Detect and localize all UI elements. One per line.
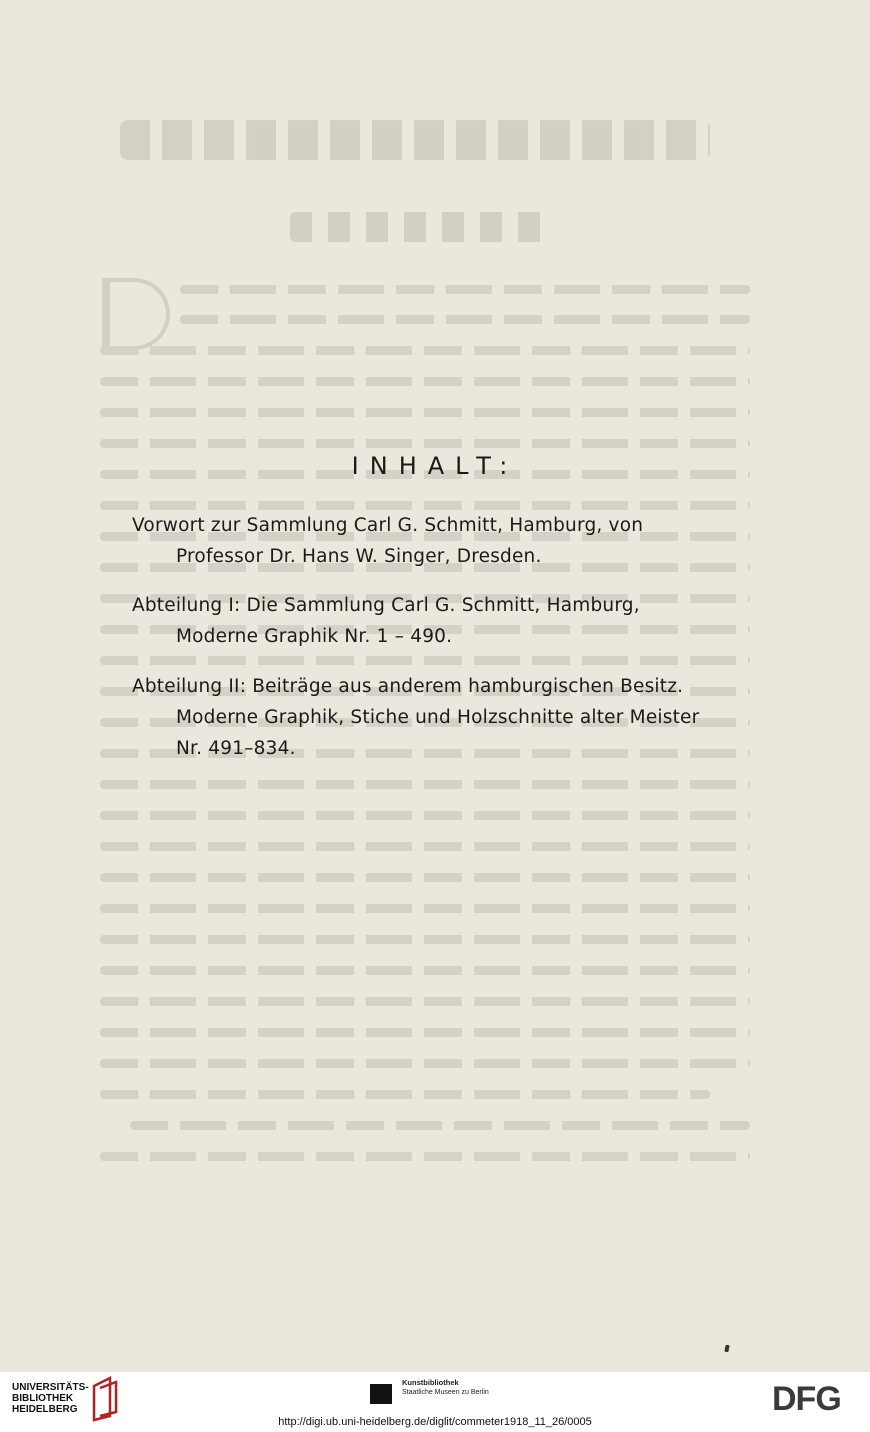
entry-3-line-2: Moderne Graphik, Stiche und Holzschnitte alter Meister [176, 707, 700, 728]
ink-speck [724, 1345, 729, 1353]
university-library-logo-text[interactable] [12, 1382, 89, 1415]
entry-1-line-1: Vorwort zur Sammlung Carl G. Schmitt, Hamburg, von [132, 515, 644, 536]
footer-bar [0, 1372, 870, 1432]
university-line-2: BIBLIOTHEK [12, 1393, 74, 1404]
entry-3-line-1: Abteilung II: Beiträge aus anderem hamburgischen Besitz. [132, 676, 684, 697]
entry-3-line-3: Nr. 491–834. [176, 738, 296, 759]
entry-2-line-1: Abteilung I: Die Sammlung Carl G. Schmitt, Hamburg, [132, 595, 640, 616]
kunstbibliothek-text [402, 1378, 489, 1397]
kunstbibliothek-icon [370, 1384, 392, 1404]
university-line-1: UNIVERSITÄTS- [12, 1382, 89, 1393]
dfg-logo[interactable]: DFG [772, 1380, 841, 1418]
source-url-link[interactable]: http://digi.ub.uni-heidelberg.de/diglit/commeter1918_11_26/0005 [278, 1416, 592, 1428]
entry-2-line-2: Moderne Graphik Nr. 1 – 490. [176, 626, 453, 647]
kunstbibliothek-subtitle: Staatliche Museen zu Berlin [402, 1389, 489, 1396]
kunstbibliothek-name: Kunstbibliothek [402, 1378, 459, 1387]
university-line-3: HEIDELBERG [12, 1404, 78, 1415]
entry-1-line-2: Professor Dr. Hans W. Singer, Dresden. [176, 546, 542, 567]
contents-heading: INHALT: [351, 452, 519, 480]
kunstbibliothek-logo[interactable] [370, 1376, 540, 1406]
